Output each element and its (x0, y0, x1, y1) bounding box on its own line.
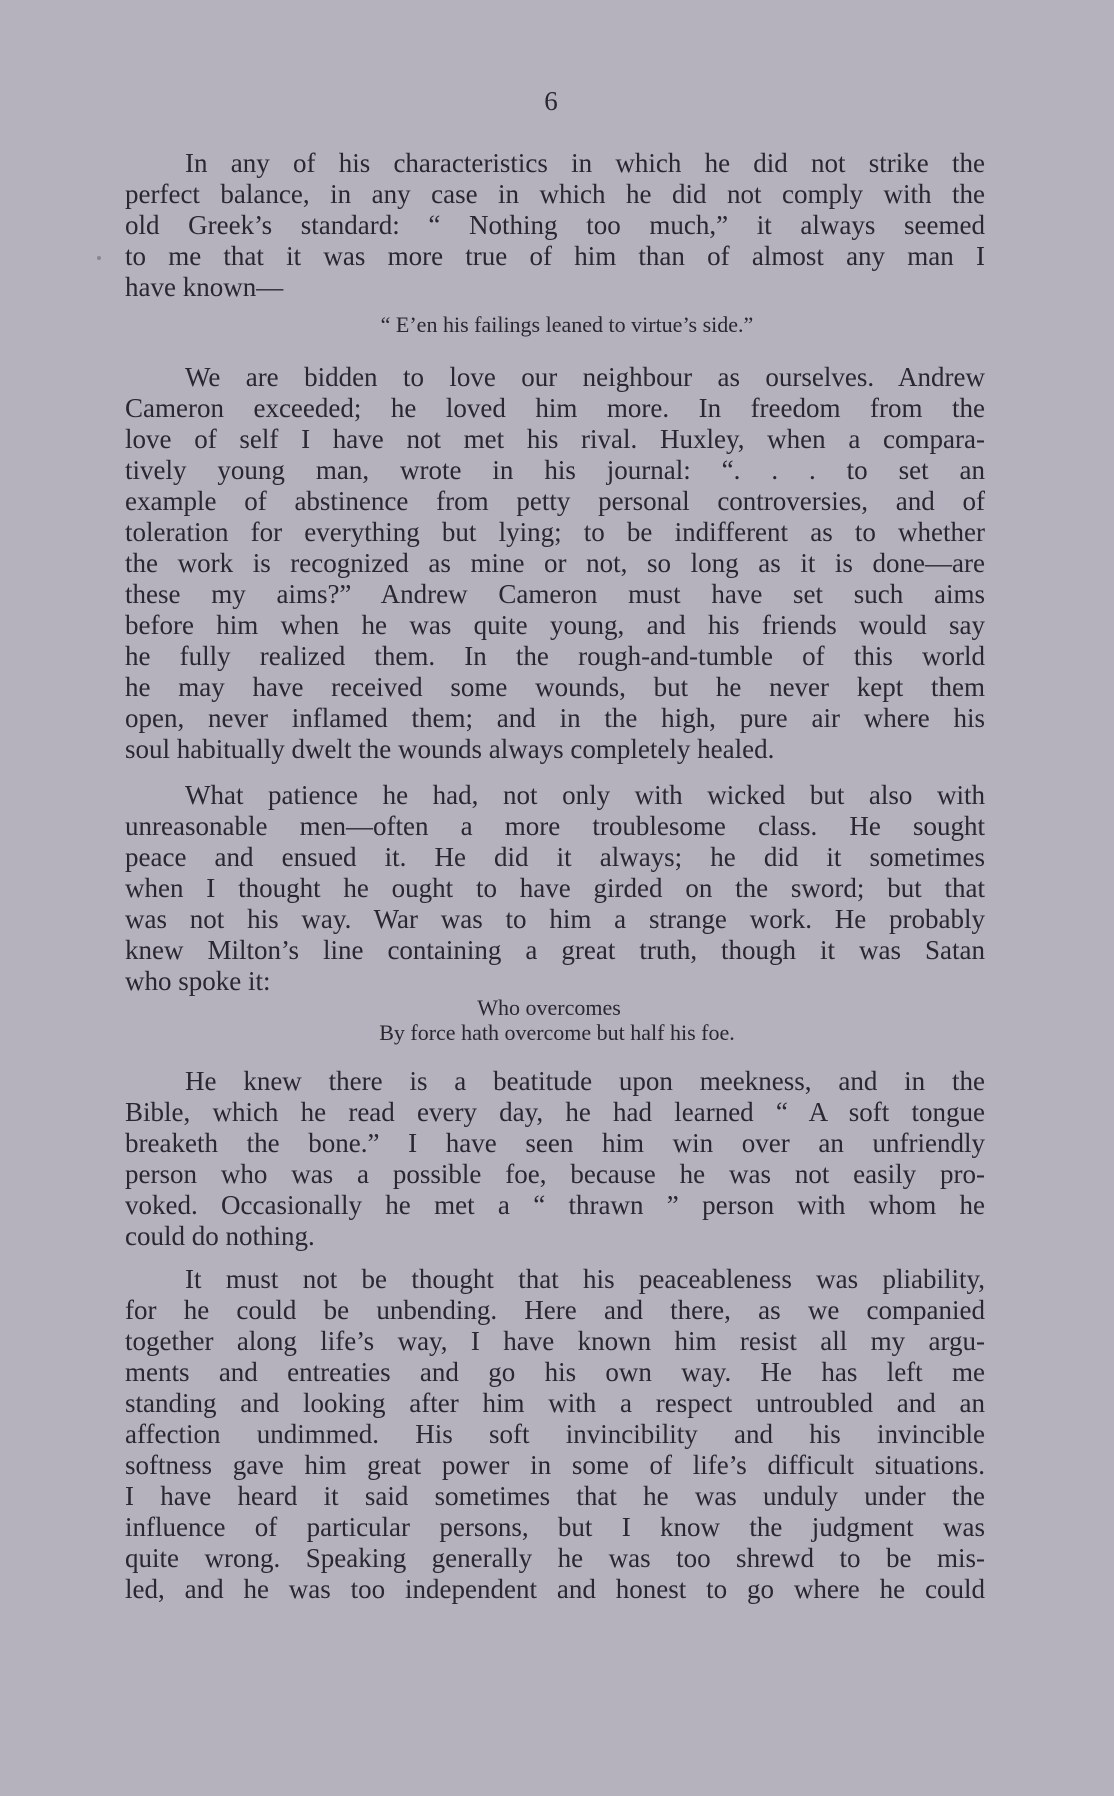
text-line: In any of his characteristics in which he did not strike the (185, 148, 985, 178)
milton-quote-line-1: Who overcomes (477, 995, 621, 1020)
text-line: when I thought he ought to have girded on the sword; but that (125, 873, 985, 903)
text-line: example of abstinence from petty personal controversies, and of (125, 486, 985, 516)
text-line: standing and looking after him with a respect untroubled and an (125, 1388, 985, 1418)
text-line: I have heard it said sometimes that he was unduly under the (125, 1481, 985, 1511)
text-line: Cameron exceeded; he loved him more. In freedom from the (125, 393, 985, 423)
goldsmith-quote: “ E’en his failings leaned to virtue’s side.” (380, 312, 754, 337)
text-line: softness gave him great power in some of life’s difficult situations. (125, 1450, 985, 1480)
text-line: He knew there is a beatitude upon meekness, and in the (185, 1066, 985, 1096)
paragraph-2 (125, 362, 985, 765)
text-line: influence of particular persons, but I know the judgment was (125, 1512, 985, 1542)
text-line: before him when he was quite young, and his friends would say (125, 610, 985, 640)
text-line: ments and entreaties and go his own way. He has left me (125, 1357, 985, 1387)
text-line: who spoke it: (125, 966, 271, 996)
paragraph-3 (125, 780, 985, 997)
text-line: peace and ensued it. He did it always; he did it sometimes (125, 842, 985, 872)
text-line: have known— (125, 272, 284, 302)
text-line: open, never inflamed them; and in the high, pure air where his (125, 703, 985, 733)
text-line: breaketh the bone.” I have seen him win over an unfriendly (125, 1128, 985, 1158)
milton-quote-line-2: By force hath overcome but half his foe. (379, 1020, 735, 1045)
text-line: person who was a possible foe, because he was not easily pro- (125, 1159, 985, 1189)
text-line: could do nothing. (125, 1221, 315, 1251)
text-line: knew Milton’s line containing a great truth, though it was Satan (125, 935, 985, 965)
text-line: soul habitually dwelt the wounds always completely healed. (125, 734, 775, 764)
text-line: these my aims?” Andrew Cameron must have set such aims (125, 579, 985, 609)
paragraph-5 (125, 1264, 985, 1605)
text-line: unreasonable men—often a more troublesome class. He sought (125, 811, 985, 841)
text-line: voked. Occasionally he met a “ thrawn ” person with whom he (125, 1190, 985, 1220)
text-line: tively young man, wrote in his journal: “. . . to set an (125, 455, 985, 485)
text-line: to me that it was more true of him than of almost any man I (125, 241, 985, 271)
text-line: together along life’s way, I have known him resist all my argu- (125, 1326, 985, 1356)
paragraph-1 (125, 148, 985, 303)
page-number: 6 (544, 86, 558, 116)
text-line: Bible, which he read every day, he had learned “ A soft tongue (125, 1097, 985, 1127)
text-line: the work is recognized as mine or not, so long as it is done—are (125, 548, 985, 578)
text-line: love of self I have not met his rival. Huxley, when a compara- (125, 424, 985, 454)
text-line: was not his way. War was to him a strange work. He probably (125, 904, 985, 934)
text-line: for he could be unbending. Here and there, as we companied (125, 1295, 985, 1325)
text-line: What patience he had, not only with wicked but also with (185, 780, 985, 810)
text-line: old Greek’s standard: “ Nothing too much,” it always seemed (125, 210, 985, 240)
text-line: toleration for everything but lying; to be indifferent as to whether (125, 517, 985, 547)
paragraph-4 (125, 1066, 985, 1252)
text-line: he fully realized them. In the rough-and-tumble of this world (125, 641, 985, 671)
text-line: he may have received some wounds, but he never kept them (125, 672, 985, 702)
text-line: quite wrong. Speaking generally he was too shrewd to be mis- (125, 1543, 985, 1573)
text-line: It must not be thought that his peaceableness was pliability, (185, 1264, 985, 1294)
text-line: affection undimmed. His soft invincibility and his invincible (125, 1419, 985, 1449)
text-line: perfect balance, in any case in which he did not comply with the (125, 179, 985, 209)
text-line: led, and he was too independent and honest to go where he could (125, 1574, 985, 1604)
text-line: We are bidden to love our neighbour as ourselves. Andrew (185, 362, 985, 392)
margin-mark (97, 256, 101, 260)
